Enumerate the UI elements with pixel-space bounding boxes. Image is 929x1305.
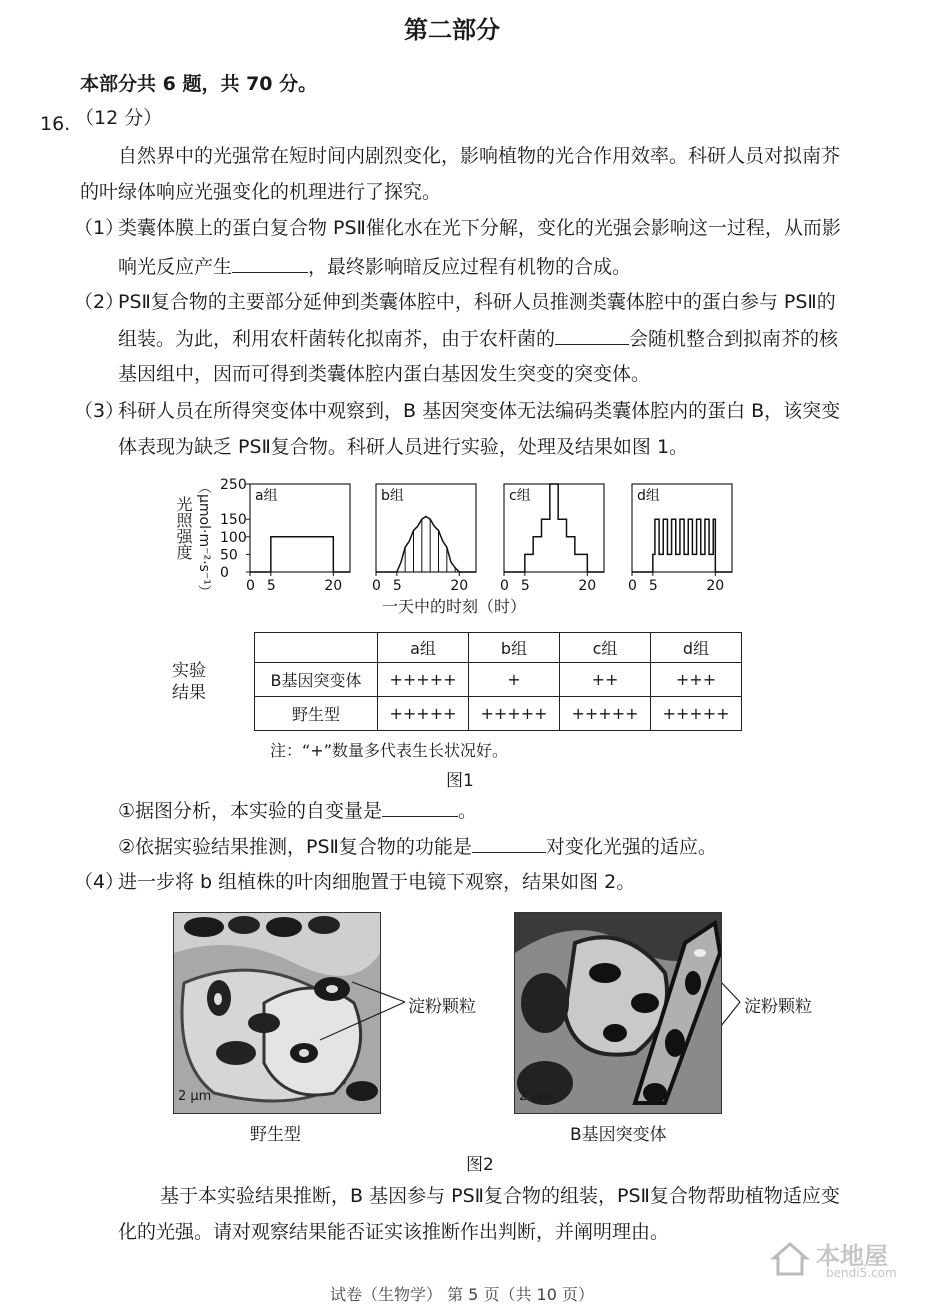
col-header-c: c组 [560, 633, 651, 663]
y-tick-label: 150 [220, 512, 247, 529]
micrograph-wildtype [173, 912, 381, 1114]
cell-wildtype-a: +++++ [378, 697, 469, 731]
series-line [250, 537, 350, 572]
scale-bar-right-text: 2 μm [519, 1089, 553, 1104]
panel-title: c组 [509, 488, 531, 504]
question-number: 16. [40, 113, 71, 135]
fig1-yunit: （μmol·m⁻²·s⁻¹） [196, 480, 212, 599]
cell-wildtype-d: +++++ [651, 697, 742, 731]
starch-label-right: 淀粉颗粒 [744, 997, 812, 1017]
x-tick-label: 0 [372, 578, 381, 594]
x-tick-label: 5 [392, 578, 402, 594]
table-header-row [255, 633, 742, 663]
results-table [254, 632, 742, 731]
x-tick-label: 5 [648, 578, 658, 594]
table-side-label [172, 660, 206, 704]
y-tick-label: 0 [220, 565, 229, 581]
cell-wildtype-c: +++++ [560, 697, 651, 731]
part2-text-b: 会随机整合到拟南芥的核 [629, 328, 839, 350]
part3-number: （3） [74, 400, 125, 422]
x-tick-label: 20 [578, 578, 597, 594]
micrograph-mutant [514, 912, 722, 1114]
panel-title: d组 [637, 488, 660, 504]
table-side-label-1: 实验 [172, 661, 206, 681]
part1-text-a: 响光反应产生 [118, 256, 233, 278]
table-note: 注：“+”数量多代表生长状况好。 [270, 741, 508, 760]
row-label-wildtype: 野生型 [255, 697, 378, 731]
cell-mutant-a: +++++ [378, 663, 469, 697]
cell-mutant-d: +++ [651, 663, 742, 697]
x-tick-label: 20 [324, 578, 343, 594]
y-tick-label: 50 [220, 547, 238, 564]
series-line [376, 516, 476, 572]
x-tick-label: 5 [266, 578, 276, 594]
panel-title: a组 [255, 488, 278, 504]
series-line [632, 519, 732, 572]
col-header-a: a组 [378, 633, 469, 663]
part2-line-2 [118, 324, 838, 353]
table-row [255, 697, 742, 731]
part3-line-1: 科研人员在所得突变体中观察到，B 基因突变体无法编码类囊体腔内的蛋白 B，该突变 [118, 400, 841, 422]
part1-line-2 [118, 252, 631, 281]
scale-bar-right [519, 1089, 552, 1104]
table-corner [255, 633, 378, 663]
part1-line-1: 类囊体膜上的蛋白复合物 PSⅡ催化水在光下分解，变化的光强会影响这一过程，从而影 [118, 217, 841, 239]
part3-line-2: 体表现为缺乏 PSⅡ复合物。科研人员进行实验，处理及结果如图 1。 [118, 436, 689, 458]
conclusion-line-2: 化的光强。请对观察结果能否证实该推断作出判断，并阐明理由。 [118, 1221, 670, 1243]
part2-text-a: 组装。为此，利用农杆菌转化拟南芥，由于农杆菌的 [118, 328, 556, 350]
col-header-b: b组 [469, 633, 560, 663]
cell-wildtype-b: +++++ [469, 697, 560, 731]
q3-sub-1-end: 。 [458, 800, 478, 822]
micrograph-wildtype-image [174, 913, 380, 1113]
part1-text-b: ，最终影响暗反应过程有机物的合成。 [308, 256, 632, 278]
answer-blank-1[interactable] [232, 252, 308, 273]
wildtype-label: 野生型 [250, 1125, 301, 1145]
answer-blank-3[interactable] [382, 796, 458, 817]
section-note: 本部分共 6 题，共 70 分。 [80, 73, 318, 95]
fig1-ylabel: 光照强度 [174, 496, 193, 560]
answer-blank-4[interactable] [472, 832, 546, 853]
q3-sub-1-text: ①据图分析，本实验的自变量是 [118, 800, 383, 822]
fig1-xlabel: 一天中的时刻（时） [382, 597, 527, 616]
x-tick-label: 20 [450, 578, 469, 594]
intro-line-2: 的叶绿体响应光强变化的机理进行了探究。 [80, 181, 442, 203]
row-label-mutant: B基因突变体 [255, 663, 378, 697]
micrograph-mutant-image [515, 913, 721, 1113]
y-tick-label: 250 [220, 477, 247, 493]
part2-number: （2） [74, 291, 125, 313]
x-tick-label: 0 [246, 578, 255, 594]
figure-1-chart [0, 474, 929, 614]
x-tick-label: 5 [520, 578, 530, 594]
mutant-label: B基因突变体 [570, 1125, 667, 1145]
table-side-label-2: 结果 [172, 683, 206, 703]
q3-sub-1 [118, 796, 477, 825]
watermark-url: bendi5.com [826, 1266, 897, 1280]
starch-label-left: 淀粉颗粒 [408, 997, 476, 1017]
house-icon [770, 1238, 810, 1278]
q3-sub-2 [118, 832, 717, 861]
answer-blank-2[interactable] [555, 324, 629, 345]
cell-mutant-c: ++ [560, 663, 651, 697]
figure-1-caption: 图1 [446, 771, 474, 791]
part1-number: （1） [74, 217, 125, 239]
col-header-d: d组 [651, 633, 742, 663]
cell-mutant-b: + [469, 663, 560, 697]
panel-title: b组 [381, 488, 404, 504]
watermark [770, 1232, 920, 1284]
q3-sub-2-end: 对变化光强的适应。 [545, 836, 717, 858]
part2-line-3: 基因组中，因而可得到类囊体腔内蛋白基因发生突变的突变体。 [118, 363, 651, 385]
part4-line-1: 进一步将 b 组植株的叶肉细胞置于电镜下观察，结果如图 2。 [118, 871, 636, 893]
x-tick-label: 0 [500, 578, 509, 594]
question-score: （12 分） [75, 107, 163, 129]
y-tick-label: 100 [220, 529, 247, 546]
part4-number: （4） [74, 871, 125, 893]
figure-2-caption: 图2 [466, 1155, 494, 1175]
x-tick-label: 0 [628, 578, 637, 594]
scale-bar-left [178, 1089, 211, 1104]
watermark-name: 本地屋 [816, 1242, 888, 1270]
conclusion-line-1: 基于本实验结果推断，B 基因参与 PSⅡ复合物的组装，PSⅡ复合物帮助植物适应变 [160, 1185, 840, 1207]
part2-line-1: PSⅡ复合物的主要部分延伸到类囊体腔中，科研人员推测类囊体腔中的蛋白参与 PSⅡ的 [118, 291, 836, 313]
x-tick-label: 20 [706, 578, 725, 594]
intro-line-1: 自然界中的光强常在短时间内剧烈变化，影响植物的光合作用效率。科研人员对拟南芥 [118, 145, 841, 167]
section-title: 第二部分 [404, 16, 500, 44]
page-footer: 试卷（生物学） 第 5 页（共 10 页） [330, 1285, 594, 1304]
table-row [255, 663, 742, 697]
scale-bar-left-text: 2 μm [178, 1089, 212, 1104]
q3-sub-2-text: ②依据实验结果推测，PSⅡ复合物的功能是 [118, 836, 472, 858]
